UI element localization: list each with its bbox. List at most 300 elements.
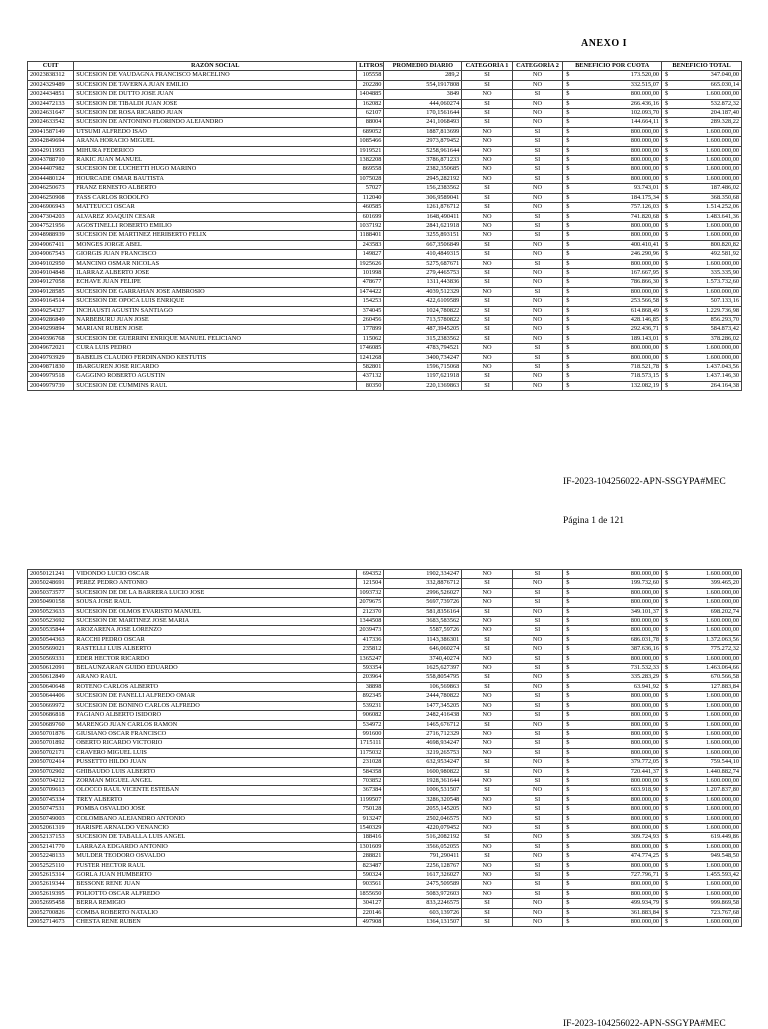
currency-symbol: $	[665, 729, 669, 737]
amount-value: 335.283,29	[630, 673, 660, 681]
amount-value: 1.463.064,66	[705, 664, 739, 672]
cell-promedio-diario: 2475,509589	[384, 880, 462, 889]
table-row	[28, 814, 742, 823]
cell-razon-social: COLOMBANO ALEJANDRO ANTONIO	[74, 814, 357, 823]
cell-razon-social: MULDER TEODORO OSVALDO	[74, 852, 357, 861]
cell-litros: 1093732	[357, 588, 384, 597]
cell-beneficio-por-cuota	[563, 861, 662, 870]
cell-litros: 1188401	[357, 231, 384, 240]
cell-beneficio-por-cuota	[563, 880, 662, 889]
cell-beneficio-total	[662, 607, 742, 616]
cell-cuit: 20050248691	[28, 579, 74, 588]
table-row	[28, 193, 742, 202]
cell-beneficio-por-cuota	[563, 212, 662, 221]
cell-categoria-2: NO	[512, 306, 562, 315]
table-row	[28, 381, 742, 390]
cell-categoria-2: NO	[512, 918, 562, 927]
cell-beneficio-total	[662, 814, 742, 823]
table-row	[28, 363, 742, 372]
cell-promedio-diario: 1887,813699	[384, 127, 462, 136]
currency-symbol: $	[665, 372, 669, 380]
currency-symbol: $	[665, 250, 669, 258]
currency-symbol: $	[566, 720, 570, 728]
cell-beneficio-total	[662, 786, 742, 795]
table-row	[28, 353, 742, 362]
amount-value: 686.031,78	[630, 635, 660, 643]
cell-beneficio-total	[662, 889, 742, 898]
cell-cuit: 20050702902	[28, 767, 74, 776]
amount-value: 1.483.641,36	[705, 212, 739, 220]
cell-promedio-diario: 1197,621918	[384, 372, 462, 381]
currency-symbol: $	[665, 278, 669, 286]
cell-categoria-2: SI	[512, 127, 562, 136]
cell-razon-social: SUCESION DE LUCHETTI HUGO MARINO	[74, 165, 357, 174]
cell-litros: 202280	[357, 80, 384, 89]
cell-promedio-diario: 156,2383562	[384, 184, 462, 193]
currency-symbol: $	[566, 833, 570, 841]
cell-razon-social: INCHAUSTI AGUSTIN SANTIAGO	[74, 306, 357, 315]
cell-litros: 154253	[357, 297, 384, 306]
cell-categoria-2: NO	[512, 786, 562, 795]
amount-value: 800.000,00	[630, 823, 660, 831]
currency-symbol: $	[566, 221, 570, 229]
cell-litros: 121504	[357, 579, 384, 588]
cell-cuit: 20046250673	[28, 184, 74, 193]
cell-categoria-2: NO	[512, 268, 562, 277]
cell-categoria-2: NO	[512, 325, 562, 334]
amount-value: 800.000,00	[630, 692, 660, 700]
cell-categoria-1: NO	[462, 814, 512, 823]
cell-categoria-2: SI	[512, 146, 562, 155]
currency-symbol: $	[665, 156, 669, 164]
cell-razon-social: SUCESION DE BONINO CARLOS ALFREDO	[74, 701, 357, 710]
cell-razon-social: RAKIC JUAN MANUEL	[74, 156, 357, 165]
cell-categoria-2: SI	[512, 174, 562, 183]
amount-value: 800.000,00	[630, 880, 660, 888]
currency-symbol: $	[566, 137, 570, 145]
table-row	[28, 250, 742, 259]
cell-beneficio-total	[662, 861, 742, 870]
cell-promedio-diario: 1648,490411	[384, 212, 462, 221]
cell-categoria-2: SI	[512, 842, 562, 851]
cell-cuit: 20050702414	[28, 758, 74, 767]
currency-symbol: $	[665, 184, 669, 192]
currency-symbol: $	[566, 842, 570, 850]
currency-symbol: $	[566, 381, 570, 389]
cell-categoria-1: NO	[462, 871, 512, 880]
cell-categoria-2: NO	[512, 278, 562, 287]
amount-value: 949.548,50	[710, 852, 739, 860]
cell-beneficio-por-cuota	[563, 325, 662, 334]
cell-beneficio-por-cuota	[563, 617, 662, 626]
currency-symbol: $	[665, 692, 669, 700]
currency-symbol: $	[566, 156, 570, 164]
table-row	[28, 645, 742, 654]
cell-razon-social: MATTEUCCI OSCAR	[74, 203, 357, 212]
table-row	[28, 146, 742, 155]
cell-litros: 288821	[357, 852, 384, 861]
currency-symbol: $	[566, 823, 570, 831]
amount-value: 507.133,16	[710, 297, 739, 305]
table-row	[28, 278, 742, 287]
cell-beneficio-por-cuota	[563, 786, 662, 795]
table-row	[28, 221, 742, 230]
cell-promedio-diario: 1600,980822	[384, 767, 462, 776]
cell-categoria-2: SI	[512, 90, 562, 99]
cell-categoria-1: SI	[462, 193, 512, 202]
amount-value: 532.872,32	[710, 99, 739, 107]
amount-value: 309.724,93	[630, 833, 660, 841]
cell-cuit: 20049128585	[28, 287, 74, 296]
cell-razon-social: SUCESION DE TIBALDI JUAN JOSE	[74, 99, 357, 108]
cell-categoria-1: SI	[462, 720, 512, 729]
table-row	[28, 673, 742, 682]
table-row	[28, 570, 742, 579]
cell-beneficio-por-cuota	[563, 842, 662, 851]
cell-promedio-diario: 2502,046575	[384, 814, 462, 823]
cell-litros: 80350	[357, 381, 384, 390]
cell-promedio-diario: 632,9534247	[384, 758, 462, 767]
currency-symbol: $	[566, 805, 570, 813]
amount-value: 127.883,84	[710, 682, 739, 690]
amount-value: 335.335,90	[710, 268, 739, 276]
cell-categoria-2: SI	[512, 739, 562, 748]
table-row	[28, 767, 742, 776]
cell-beneficio-por-cuota	[563, 889, 662, 898]
cell-cuit: 20050535844	[28, 626, 74, 635]
table-row	[28, 315, 742, 324]
cell-beneficio-total	[662, 617, 742, 626]
amount-value: 1.600.000,00	[705, 654, 739, 662]
cell-categoria-2: SI	[512, 353, 562, 362]
cell-litros: 203964	[357, 673, 384, 682]
cell-beneficio-total	[662, 654, 742, 663]
cell-cuit: 20049299894	[28, 325, 74, 334]
cell-beneficio-total	[662, 221, 742, 230]
cell-promedio-diario: 2996,526027	[384, 588, 462, 597]
cell-promedio-diario: 5697,739726	[384, 598, 462, 607]
cell-beneficio-total	[662, 334, 742, 343]
currency-symbol: $	[566, 786, 570, 794]
cell-categoria-1: SI	[462, 918, 512, 927]
cell-beneficio-por-cuota	[563, 664, 662, 673]
amount-value: 1.600.000,00	[705, 137, 739, 145]
cell-cuit: 20041587149	[28, 127, 74, 136]
cell-beneficio-total	[662, 109, 742, 118]
cell-beneficio-por-cuota	[563, 805, 662, 814]
table-row	[28, 306, 742, 315]
cell-beneficio-total	[662, 852, 742, 861]
table-row	[28, 109, 742, 118]
cell-categoria-2: NO	[512, 193, 562, 202]
currency-symbol: $	[566, 353, 570, 361]
cell-promedio-diario: 241,1068493	[384, 118, 462, 127]
cell-promedio-diario: 3566,052055	[384, 842, 462, 851]
cell-litros: 1746085	[357, 344, 384, 353]
cell-cuit: 20049104848	[28, 268, 74, 277]
cell-categoria-2: SI	[512, 729, 562, 738]
cell-categoria-2: SI	[512, 701, 562, 710]
cell-litros: 892345	[357, 692, 384, 701]
currency-symbol: $	[665, 871, 669, 878]
cell-beneficio-total	[662, 805, 742, 814]
currency-symbol: $	[566, 240, 570, 248]
cell-beneficio-total	[662, 635, 742, 644]
currency-symbol: $	[665, 861, 669, 869]
cell-beneficio-por-cuota	[563, 184, 662, 193]
cell-razon-social: SUCESION DE ANTONINO FLORINDO ALEJANDRO	[74, 118, 357, 127]
table-row	[28, 287, 742, 296]
cell-litros: 62107	[357, 109, 384, 118]
cell-categoria-1: NO	[462, 353, 512, 362]
cell-promedio-diario: 2444,780822	[384, 692, 462, 701]
cell-promedio-diario: 332,8876712	[384, 579, 462, 588]
cell-beneficio-total	[662, 315, 742, 324]
cell-categoria-2: SI	[512, 823, 562, 832]
cell-cuit: 20050373577	[28, 588, 74, 597]
cell-categoria-2: SI	[512, 871, 562, 880]
cell-beneficio-total	[662, 212, 742, 221]
currency-symbol: $	[665, 297, 669, 305]
currency-symbol: $	[665, 673, 669, 681]
cell-beneficio-total	[662, 99, 742, 108]
currency-symbol: $	[665, 908, 669, 916]
cell-beneficio-por-cuota	[563, 748, 662, 757]
cell-litros: 1855650	[357, 889, 384, 898]
amount-value: 1.437.043,56	[705, 363, 739, 370]
cell-beneficio-por-cuota	[563, 344, 662, 353]
cell-litros: 1382208	[357, 156, 384, 165]
table-row	[28, 118, 742, 127]
cell-razon-social: SOUSA JOSE RAUL	[74, 598, 357, 607]
cell-litros: 188416	[357, 833, 384, 842]
cell-categoria-2: NO	[512, 758, 562, 767]
cell-razon-social: TREY ALBERTO	[74, 795, 357, 804]
cell-promedio-diario: 289,2	[384, 71, 462, 80]
cell-litros: 694352	[357, 570, 384, 579]
table-row	[28, 729, 742, 738]
amount-value: 999.869,58	[710, 899, 739, 907]
amount-value: 187.486,02	[710, 184, 739, 192]
cell-categoria-2: NO	[512, 99, 562, 108]
table-row	[28, 268, 742, 277]
cell-beneficio-total	[662, 758, 742, 767]
cell-litros: 112040	[357, 193, 384, 202]
cell-categoria-1: SI	[462, 381, 512, 390]
cell-beneficio-total	[662, 767, 742, 776]
cell-beneficio-total	[662, 899, 742, 908]
cell-promedio-diario: 1477,345205	[384, 701, 462, 710]
amount-value: 800.000,00	[630, 720, 660, 728]
cell-beneficio-por-cuota	[563, 720, 662, 729]
amount-value: 800.000,00	[630, 259, 660, 267]
currency-symbol: $	[665, 598, 669, 606]
amount-value: 800.000,00	[630, 90, 660, 98]
cell-razon-social: MANCINO OSMAR NICOLAS	[74, 259, 357, 268]
cell-cuit: 20049979739	[28, 381, 74, 390]
cell-categoria-2: NO	[512, 334, 562, 343]
cell-beneficio-total	[662, 748, 742, 757]
cell-beneficio-total	[662, 250, 742, 259]
currency-symbol: $	[566, 767, 570, 775]
cell-categoria-1: NO	[462, 221, 512, 230]
cell-litros: 539231	[357, 701, 384, 710]
currency-symbol: $	[665, 635, 669, 643]
cell-categoria-2: NO	[512, 381, 562, 390]
cell-categoria-2: SI	[512, 861, 562, 870]
cell-razon-social: BESSONE RENE JUAN	[74, 880, 357, 889]
cell-razon-social: SUCESION DE ROSA RICARDO JUAN	[74, 109, 357, 118]
cell-beneficio-total	[662, 795, 742, 804]
cell-beneficio-total	[662, 833, 742, 842]
amount-value: 1.600.000,00	[705, 344, 739, 352]
cell-beneficio-por-cuota	[563, 287, 662, 296]
cell-razon-social: PEREZ PEDRO ANTONIO	[74, 579, 357, 588]
currency-symbol: $	[566, 814, 570, 822]
amount-value: 800.000,00	[630, 626, 660, 634]
cell-categoria-2: NO	[512, 71, 562, 80]
currency-symbol: $	[665, 146, 669, 154]
cell-beneficio-por-cuota	[563, 626, 662, 635]
amount-value: 189.143,01	[630, 334, 660, 342]
currency-symbol: $	[566, 758, 570, 766]
cell-cuit: 20046906943	[28, 203, 74, 212]
currency-symbol: $	[665, 268, 669, 276]
cell-categoria-1: SI	[462, 184, 512, 193]
cell-razon-social: HARISPE ARNALDO VENANCIO	[74, 823, 357, 832]
cell-categoria-1: NO	[462, 861, 512, 870]
cell-razon-social: NARBEBURU JUAN JOSE	[74, 315, 357, 324]
cell-razon-social: SUCESION DE OLMOS EVARISTO MANUEL	[74, 607, 357, 616]
cell-razon-social: FASS CARLOS RODOLFO	[74, 193, 357, 202]
amount-value: 727.796,71	[630, 871, 660, 878]
cell-razon-social: UTSUMI ALFREDO ISAO	[74, 127, 357, 136]
cell-litros: 57027	[357, 184, 384, 193]
cell-beneficio-total	[662, 325, 742, 334]
currency-symbol: $	[665, 899, 669, 907]
amount-value: 1.600.000,00	[705, 146, 739, 154]
currency-symbol: $	[665, 334, 669, 342]
cell-categoria-1: NO	[462, 90, 512, 99]
cell-litros: 1199507	[357, 795, 384, 804]
table-row	[28, 212, 742, 221]
currency-symbol: $	[566, 306, 570, 314]
amount-value: 800.000,00	[630, 617, 660, 625]
cell-beneficio-por-cuota	[563, 833, 662, 842]
cell-razon-social: MONGES JORGE ABEL	[74, 240, 357, 249]
currency-symbol: $	[566, 729, 570, 737]
amount-value: 800.000,00	[630, 156, 660, 164]
cell-beneficio-por-cuota	[563, 673, 662, 682]
cell-beneficio-por-cuota	[563, 570, 662, 579]
cell-cuit: 20024472133	[28, 99, 74, 108]
currency-symbol: $	[566, 325, 570, 333]
cell-beneficio-por-cuota	[563, 729, 662, 738]
cell-razon-social: SUCESION DE CUMMINS RAUL	[74, 381, 357, 390]
amount-value: 800.000,00	[630, 127, 660, 135]
amount-value: 253.566,58	[630, 297, 660, 305]
cell-beneficio-por-cuota	[563, 918, 662, 927]
cell-promedio-diario: 4698,934247	[384, 739, 462, 748]
amount-value: 1.514.252,06	[705, 203, 739, 211]
table-page-2	[27, 569, 742, 927]
cell-litros: 1085466	[357, 137, 384, 146]
cell-categoria-1: SI	[462, 833, 512, 842]
table-row	[28, 908, 742, 917]
currency-symbol: $	[566, 880, 570, 888]
amount-value: 173.520,00	[630, 71, 660, 79]
currency-symbol: $	[566, 739, 570, 747]
cell-promedio-diario: 713,5780822	[384, 315, 462, 324]
cell-cuit: 20050612849	[28, 673, 74, 682]
amount-value: 665.030,14	[710, 80, 739, 88]
cell-beneficio-por-cuota	[563, 692, 662, 701]
cell-litros: 38898	[357, 682, 384, 691]
cell-promedio-diario: 1617,326027	[384, 871, 462, 880]
amount-value: 800.000,00	[630, 588, 660, 596]
currency-symbol: $	[566, 193, 570, 201]
cell-categoria-2: NO	[512, 833, 562, 842]
cell-cuit: 20043788710	[28, 156, 74, 165]
cell-promedio-diario: 279,4465753	[384, 268, 462, 277]
cell-razon-social: ROTENO CARLOS ALBERTO	[74, 682, 357, 691]
cell-razon-social: POLIOTTO OSCAR ALFREDO	[74, 889, 357, 898]
amount-value: 800.000,00	[630, 570, 660, 577]
cell-cuit: 20046250908	[28, 193, 74, 202]
cell-litros: 1925626	[357, 259, 384, 268]
cell-beneficio-por-cuota	[563, 146, 662, 155]
header-categoria-2: CATEGORÍA 2	[512, 62, 562, 71]
cell-beneficio-por-cuota	[563, 334, 662, 343]
cell-razon-social: VIDONDO LUCIO OSCAR	[74, 570, 357, 579]
cell-categoria-1: SI	[462, 99, 512, 108]
cell-cuit: 20024631647	[28, 109, 74, 118]
currency-symbol: $	[566, 80, 570, 88]
amount-value: 204.187,40	[710, 109, 739, 117]
cell-promedio-diario: 2382,350685	[384, 165, 462, 174]
currency-symbol: $	[665, 381, 669, 389]
cell-promedio-diario: 170,1561644	[384, 109, 462, 118]
cell-razon-social: SUCESION DE FANELLI ALFREDO OMAR	[74, 692, 357, 701]
cell-categoria-1: SI	[462, 240, 512, 249]
amount-value: 1.600.000,00	[705, 221, 739, 229]
cell-beneficio-total	[662, 692, 742, 701]
amount-value: 800.000,00	[630, 353, 660, 361]
cell-razon-social: SUCESION DE GARRAHAN JOSE AMBROSIO	[74, 287, 357, 296]
cell-beneficio-por-cuota	[563, 137, 662, 146]
currency-symbol: $	[665, 315, 669, 323]
cell-beneficio-total	[662, 823, 742, 832]
currency-symbol: $	[665, 682, 669, 690]
cell-categoria-2: SI	[512, 570, 562, 579]
currency-symbol: $	[665, 767, 669, 775]
currency-symbol: $	[665, 363, 669, 370]
amount-value: 1.600.000,00	[705, 711, 739, 719]
cell-promedio-diario: 444,060274	[384, 99, 462, 108]
cell-razon-social: CRAVERO MIGUEL LUIS	[74, 748, 357, 757]
cell-beneficio-total	[662, 918, 742, 927]
cell-promedio-diario: 487,3945205	[384, 325, 462, 334]
amount-value: 184.175,34	[630, 193, 660, 201]
cell-cuit: 20052619395	[28, 889, 74, 898]
cell-promedio-diario: 646,060274	[384, 645, 462, 654]
cell-beneficio-total	[662, 842, 742, 851]
currency-symbol: $	[566, 861, 570, 869]
amount-value: 1.229.736,98	[705, 306, 739, 314]
table-row	[28, 607, 742, 616]
cell-litros: 367384	[357, 786, 384, 795]
currency-symbol: $	[566, 617, 570, 625]
